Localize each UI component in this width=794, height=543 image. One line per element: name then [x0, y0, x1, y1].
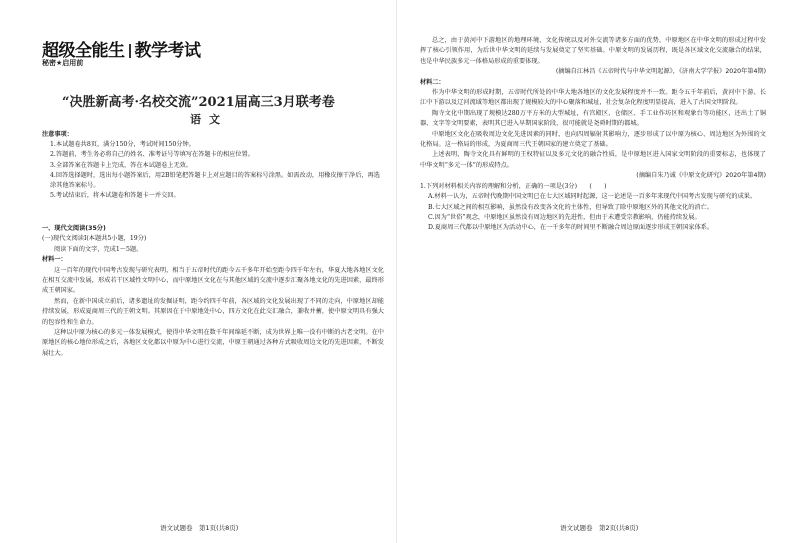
- note-item: 1.本试题卷共8页，满分150分，考试时间150分钟。: [50, 141, 195, 149]
- note-item: 2.答题前，考生务必将自己的姓名、准考证号等填写在答题卡的相应位置。: [50, 151, 254, 159]
- source-citation: (摘编自江林昌《五帝时代与中华文明起源》，《济南大学学报》2020年第4期): [555, 68, 766, 76]
- page-2-footer: 语文试题卷 第2页(共8页): [560, 524, 639, 532]
- section-instruction: 阅读下面的文字，完成1～5题。: [54, 245, 143, 253]
- note-item: 4.回答选择题时，选出每小题答案后，用2B铅笔把答题卡上对应题目的答案标号涂黑。如需改动，用橡皮擦干净后，再选涂其他答案标号。: [50, 171, 380, 190]
- section-1-text: [42, 224, 384, 359]
- section-title: 一、现代文阅读(35分): [42, 225, 106, 232]
- page-1-footer: 语文试题卷 第1页(共8页): [160, 524, 239, 532]
- paragraph: 中原地区文化在吸收周边文化先进因素的同时，也向四周辐射其影响力，逐步形成了以中原为核心、周边地区为外围的文化格局。这一格局的形成，为夏商周三代王朝国家的建立奠定了基础。: [420, 130, 766, 149]
- subject-title: 语文: [190, 113, 228, 126]
- brand-sub: 教学考试: [134, 41, 201, 61]
- source-citation: (摘编自朱乃诚《中原文化研究》2020年第4期): [636, 172, 766, 180]
- paragraph: 陶寺文化中期出现了规模达280万平方米的大型城址，有宫殿区、仓储区、手工业作坊区和观象台等功能区，还出土了铜器、文字等文明要素，表明其已进入早期国家阶段，很可能就是尧舜时期的都城。: [420, 109, 766, 128]
- option-b: B.七大区域之间的相互影响，虽然没有改变各文化的主体性，但导致了除中原地区外的其他文化的消亡。: [428, 203, 713, 211]
- notes-heading: 注意事项：: [42, 131, 73, 138]
- paragraph: 然而，在新中国成立前后，诸多遗址的发掘证明，距今约四千年前，各区域的文化发展出现了不同的走向，中原地区却能持续发展，形成夏商周三代的王朝文明。其原因在于中原地处中心，四方文化在此交汇融合，兼收并蓄，使中原文明具有强大的包容性和生命力。: [42, 297, 384, 326]
- paragraph: 这种以中原为核心的多元一体发展模式，使得中华文明在数千年间绵延不断，成为世界上唯一没有中断的古老文明。在中原地区的核心地位形成之后，各地区文化都以中原为中心进行交流，中原王朝通过各种方式吸收周边文化的先进因素，不断发展壮大。: [42, 329, 384, 357]
- paragraph: 作为中华文明的形成时期，五帝时代所处的中华大地各地区的文化发展程度并不一致。距今五千年前后，黄河中下游、长江中下游以及辽河流域等地区都出现了规模较大的中心聚落和城址，社会复杂化程度明显提高，进入了古国文明阶段。: [420, 89, 766, 107]
- page-2-text: [420, 36, 766, 234]
- option-c: C.因为“世俗”观念，中原地区虽然没有周边地区的先进性，但由于未遭受宗教影响，仍能持续发展。: [428, 213, 701, 221]
- note-item: 5.考试结束后，将本试题卷和答题卡一并交回。: [50, 192, 180, 200]
- question-1: 1.下列对材料相关内容的理解和分析，正确的一项是(3分) ( ): [420, 182, 607, 190]
- material-1-label: 材料一：: [42, 256, 67, 264]
- note-item: 3.全部答案在答题卡上完成，答在本试题卷上无效。: [50, 161, 193, 169]
- exam-notes: [42, 130, 384, 201]
- option-a: A.材料一认为，五帝时代晚期中国文明已在七大区域同时起源，这一论述是一百多年来现代中国考古发现与研究的成果。: [428, 193, 757, 201]
- material-2-label: 材料二：: [420, 78, 445, 86]
- paragraph: 这一百年的现代中国考古发现与研究表明，相当于五帝时代的距今五千多年开始至距今四千年左右，华夏大地各地区文化在相互交流中发展，形成若干区域性文明中心，而中原地区文化在与其他区域的交流中逐步汇聚各地文化的先进因素，最终形成王朝国家。: [42, 266, 384, 295]
- section-subtitle: (一)现代文阅读Ⅰ(本题共5小题，19分): [42, 235, 147, 243]
- secret-label: 秘密★启用前: [42, 59, 84, 67]
- exam-title: “决胜新高考·名校交流”2021届高三3月联考卷: [62, 95, 335, 110]
- option-d: D.夏商周三代都以中原地区为活动中心，在一千多年的时间里不断融合周边原面逐步形成王朝国家体系。: [428, 224, 714, 232]
- paragraph: 总之，由于黄河中下游地区的地理环境、文化传统以及对外交流等诸多方面的优势，中原地区在中华文明的形成过程中发挥了核心引领作用，为后世中华文明的延续与发展奠定了坚实基础。中原文明的发展历程，既是各区域文化交流融合的结果，也是中华民族多元一体格局形成的重要体现。: [420, 37, 766, 65]
- brand-name: 超级全能生: [42, 41, 125, 61]
- paragraph: 上述表明，陶寺文化具有鲜明的王权特征以及多元文化的融合性质，是中原地区进入国家文明阶段的重要标志，也体现了中华文明“多元一体”的形成特点。: [420, 151, 766, 169]
